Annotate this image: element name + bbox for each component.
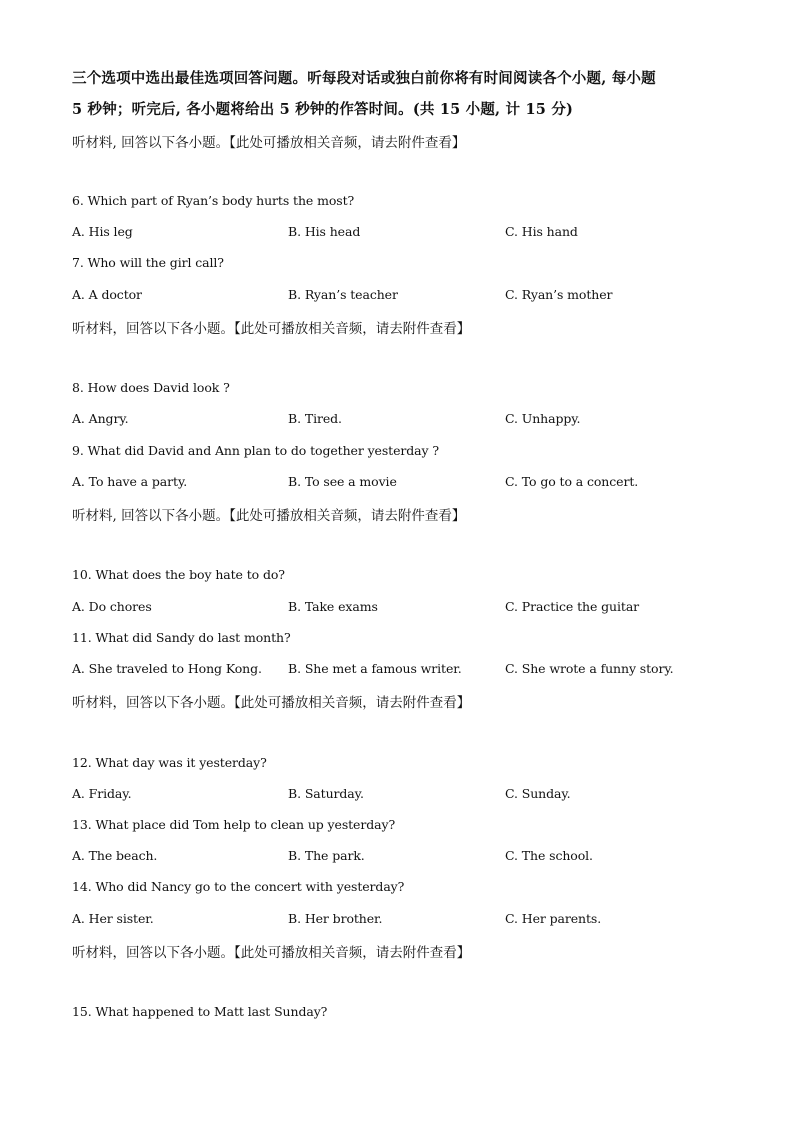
option-c: C. The school. — [505, 848, 593, 863]
options-9 — [72, 474, 772, 492]
option-c: C. Practice the guitar — [505, 599, 640, 614]
option-c: C. She wrote a funny story. — [505, 661, 674, 676]
option-b: B. His head — [288, 224, 361, 239]
question-6: 6. Which part of Ryan’s body hurts the most? — [72, 193, 355, 208]
question-14: 14. Who did Nancy go to the concert with yesterday? — [72, 879, 405, 894]
question-10: 10. What does the boy hate to do? — [72, 567, 285, 582]
audio-note: 听材料，回答以下各小题。【此处可播放相关音频，请去附件查看】 — [72, 695, 471, 711]
option-b: B. To see a movie — [288, 474, 397, 489]
options-11 — [72, 661, 772, 679]
question-13: 13. What place did Tom help to clean up yesterday? — [72, 817, 396, 832]
option-b: B. Saturday. — [288, 786, 364, 801]
option-a: A. Do chores — [72, 599, 152, 614]
option-a: A. Friday. — [72, 786, 132, 801]
option-a: A. Angry. — [72, 411, 129, 426]
option-c: C. Her parents. — [505, 911, 602, 926]
question-7: 7. Who will the girl call? — [72, 255, 224, 270]
options-10 — [72, 599, 772, 617]
option-b: B. Ryan’s teacher — [288, 287, 398, 302]
question-12: 12. What day was it yesterday? — [72, 755, 267, 770]
options-8 — [72, 411, 772, 429]
question-8: 8. How does David look ? — [72, 380, 230, 395]
options-6 — [72, 224, 772, 242]
option-a: A. His leg — [72, 224, 133, 239]
option-c: C. Unhappy. — [505, 411, 581, 426]
option-a: A. The beach. — [72, 848, 158, 863]
option-a: A. A doctor — [72, 287, 142, 302]
question-15: 15. What happened to Matt last Sunday? — [72, 1004, 328, 1019]
option-c: C. His hand — [505, 224, 578, 239]
option-a: A. Her sister. — [72, 911, 154, 926]
instructions-line-2: 5 秒钟；听完后, 各小题将给出 5 秒钟的作答时间。(共 15 小题, 计 15 分) — [72, 101, 574, 118]
question-11: 11. What did Sandy do last month? — [72, 630, 291, 645]
audio-note: 听材料, 回答以下各小题。【此处可播放相关音频，请去附件查看】 — [72, 135, 466, 151]
option-a: A. She traveled to Hong Kong. — [72, 661, 262, 676]
option-b: B. Take exams — [288, 599, 378, 614]
option-c: C. To go to a concert. — [505, 474, 639, 489]
options-14 — [72, 911, 772, 929]
option-c: C. Sunday. — [505, 786, 571, 801]
option-b: B. The park. — [288, 848, 365, 863]
audio-note: 听材料，回答以下各小题。【此处可播放相关音频，请去附件查看】 — [72, 321, 471, 337]
options-12 — [72, 786, 772, 804]
options-13 — [72, 848, 772, 866]
option-b: B. Tired. — [288, 411, 342, 426]
instructions-line-1: 三个选项中选出最佳选项回答问题。听每段对话或独白前你将有时间阅读各个小题, 每小题 — [72, 70, 656, 87]
option-c: C. Ryan’s mother — [505, 287, 613, 302]
options-7 — [72, 287, 772, 305]
option-a: A. To have a party. — [72, 474, 188, 489]
audio-note: 听材料, 回答以下各小题。【此处可播放相关音频，请去附件查看】 — [72, 508, 466, 524]
option-b: B. She met a famous writer. — [288, 661, 462, 676]
option-b: B. Her brother. — [288, 911, 383, 926]
question-9: 9. What did David and Ann plan to do together yesterday ? — [72, 443, 439, 458]
audio-note: 听材料，回答以下各小题。【此处可播放相关音频，请去附件查看】 — [72, 945, 471, 961]
